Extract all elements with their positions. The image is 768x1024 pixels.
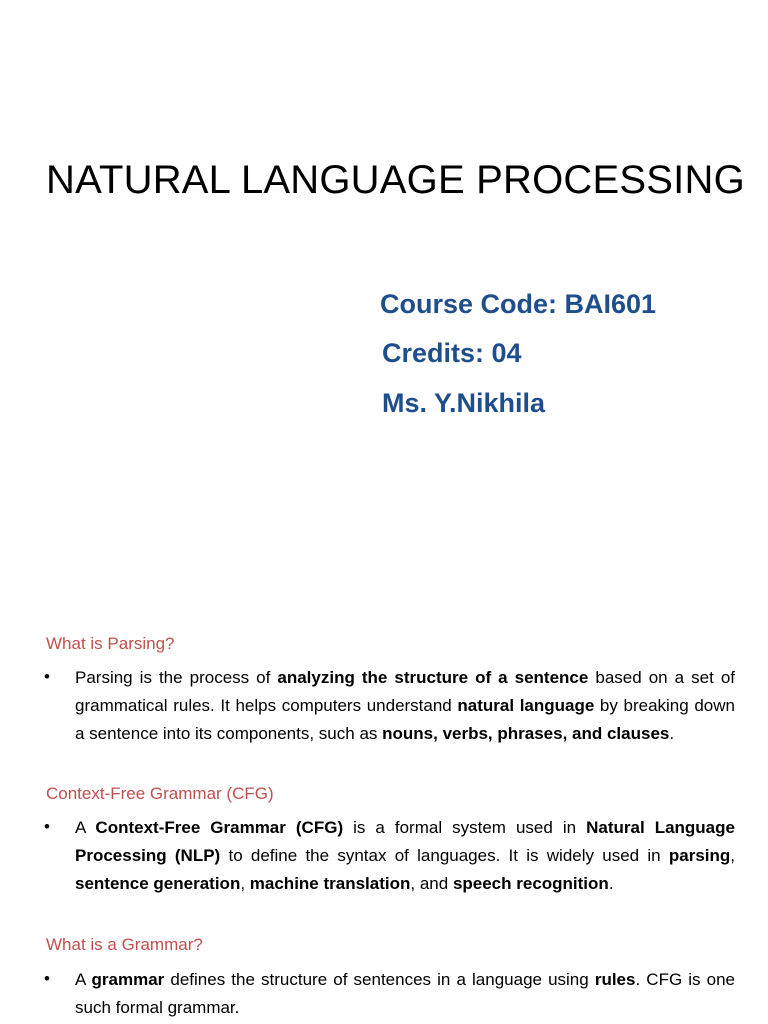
- slide-title: NATURAL LANGUAGE PROCESSING: [46, 158, 745, 202]
- course-code: Course Code: BAI601: [380, 289, 657, 319]
- heading-what-is-parsing: What is Parsing?: [46, 634, 175, 653]
- grammar-paragraph: A grammar defines the structure of sentences in a language using rules. CFG is one such formal grammar.: [75, 970, 736, 1017]
- bullet-icon: •: [44, 667, 50, 686]
- credits: Credits: 04: [382, 338, 522, 368]
- cfg-paragraph: A Context-Free Grammar (CFG) is a formal system used in Natural Language Processing (NLP) to define the syntax of languages. It is widely used in parsing, sentence generation, machine translation, and speech recognition.: [75, 818, 735, 893]
- heading-what-is-a-grammar: What is a Grammar?: [46, 935, 203, 954]
- parsing-paragraph: Parsing is the process of analyzing the structure of a sentence based on a set of grammatical rules. It helps computers understand natural language by breaking down a sentence into its components, such as nouns, verbs, phrases, and clauses.: [75, 668, 735, 743]
- bullet-icon: •: [44, 969, 50, 988]
- instructor-name: Ms. Y.Nikhila: [382, 388, 546, 418]
- bullet-icon: •: [44, 817, 50, 836]
- heading-context-free-grammar: Context-Free Grammar (CFG): [46, 784, 274, 803]
- content-page: [0, 600, 768, 1024]
